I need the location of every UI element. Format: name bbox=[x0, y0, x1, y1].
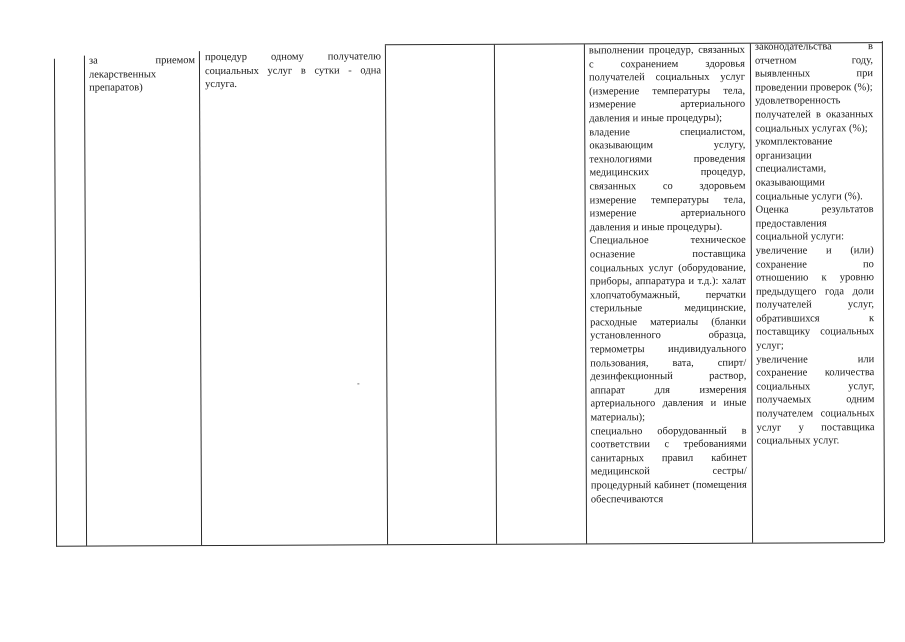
cell-col8 bbox=[755, 40, 875, 448]
cell-col7-paragraph-4: специально оборудованный в соответствии с требованиями санитарных правил кабинет медицинской сестры/процедурный кабинет (помещения обеспечиваются bbox=[590, 425, 747, 505]
column-divider-6 bbox=[750, 44, 753, 543]
cell-col8-paragraph-1: законодательства в отчетном году, выявленных при проведении проверок (%); bbox=[754, 41, 874, 94]
column-divider-3 bbox=[385, 45, 388, 544]
column-divider-1 bbox=[84, 56, 87, 546]
cell-col7-paragraph-3: Специальное техническое осназение поставщика социальных услуг (оборудование, приборы, аппаратура и т.д.): халат хлопчатобумажный, перчатки стерильные медицинские, расходные материалы (бланки установленного образца, термометры индивидуального пользования, вата, спирт/ дезинфекционный раствор, аппарат для измерения артериального давления и иные материалы); bbox=[589, 235, 747, 424]
cell-col7 bbox=[589, 44, 747, 507]
column-divider-5 bbox=[584, 44, 587, 543]
table-bottom-border bbox=[56, 542, 884, 547]
cell-col1-text: за приемом лекарственных препаратов) bbox=[88, 55, 195, 94]
column-divider-2 bbox=[199, 51, 202, 545]
cell-col8-paragraph-2: удовлетворенность получателей в оказанных социальных услугах (%); bbox=[755, 95, 874, 135]
column-divider-7 bbox=[882, 41, 885, 542]
scan-speck bbox=[357, 383, 359, 384]
column-divider-4 bbox=[494, 45, 497, 544]
cell-col1 bbox=[89, 54, 195, 95]
cell-col8-paragraph-3: укомплектование организации специалистами, оказывающими социальные услуги (%). bbox=[755, 136, 863, 203]
column-divider-0 bbox=[54, 59, 57, 547]
cell-col8-paragraph-6: увеличение или сохранение количества социальных услуг, получаемых одним получателем социальных услуг у поставщика социальных услуг. bbox=[756, 353, 875, 447]
cell-col7-paragraph-2: владение специалистом, оказывающим услугу, технологиями проведения медицинских процедур, связанных со здоровьем измерение температуры тела, измерение артериального давления и иные процедуры). bbox=[589, 126, 746, 234]
cell-col2-text: процедур одному получателю социальных услуг в сутки - одна услуга. bbox=[204, 51, 382, 91]
cell-col8-paragraph-5: увеличение и (или) сохранение по отношению к уровню предыдущего года доли получателей услуг, обратившихся к поставщику социальных услуг; bbox=[755, 245, 875, 352]
cell-col7-paragraph-1: выполнении процедур, связанных с сохранением здоровья получателей социальных услуг (измерение температуры тела, измерение артериального давления и иные процедуры); bbox=[588, 44, 746, 125]
cell-col8-paragraph-4: Оценка результатов предоставления социальной услуги: bbox=[755, 204, 874, 243]
cell-col2 bbox=[205, 50, 381, 92]
